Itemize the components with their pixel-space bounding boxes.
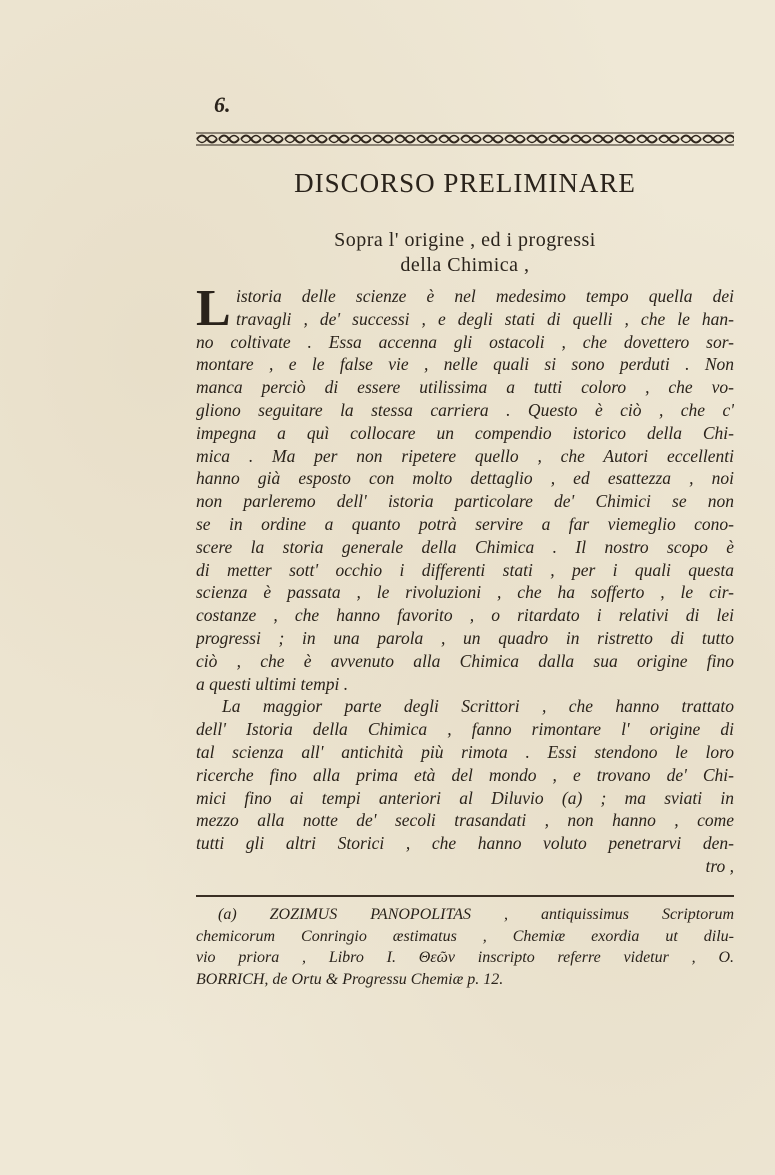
text-line: scere la storia generale della Chimica . Il nostro scopo è — [196, 536, 734, 557]
text-line: mici fino ai tempi anteriori al Diluvio (a) ; ma sviati in — [196, 787, 734, 808]
drop-cap: L — [196, 280, 231, 337]
text-line: montare , e le false vie , nelle quali si sono perduti . Non — [196, 354, 734, 375]
text-line: travagli , de' successi , e degli stati di quelli , che le han- — [236, 308, 734, 329]
text-line: mica . Ma per non ripetere quello , che Autori eccellenti — [196, 445, 734, 466]
subheading-line: della Chimica , — [400, 254, 530, 276]
text-line: costanze , che hanno favorito , o ritardato i relativi di lei — [196, 605, 734, 626]
text-line: La maggior parte degli Scrittori , che hanno trattato — [222, 696, 734, 717]
subheading-line: Sopra l' origine , ed i progressi — [334, 229, 596, 251]
text-line: scienza è passata , le rivoluzioni , che ha sofferto , le cir- — [196, 582, 734, 603]
text-line: istoria delle scienze è nel medesimo tempo quella dei — [236, 286, 734, 306]
text-line: mezzo alla notte de' secoli trasandati , non hanno , come — [196, 810, 734, 831]
text-line: a questi ultimi tempi . — [196, 673, 349, 694]
footnote-rule — [196, 895, 734, 897]
text-line: di metter sott' occhio i differenti stati , per i quali questa — [196, 559, 734, 580]
text-line: gliono seguitare la stessa carriera . Questo è ciò , che c' — [196, 399, 734, 420]
text-line: impegna a quì collocare un compendio istorico della Chi- — [196, 422, 734, 443]
footnote-line: chemicorum Conringio æstimatus , Chemiæ exordia ut dilu- — [196, 927, 734, 945]
text-line: se in ordine a quanto potrà servire a far viemeglio cono- — [196, 513, 734, 534]
text-line: dell' Istoria della Chimica , fanno rimontare l' origine di — [196, 719, 734, 740]
page-number: 6. — [214, 92, 231, 117]
text-line: hanno già esposto con molto dettaglio , ed esattezza , noi — [196, 468, 734, 489]
page-subheading — [196, 228, 734, 278]
body-text — [196, 280, 734, 878]
footnote-line: (a) ZOZIMUS PANOPOLITAS , antiquissimus Scriptorum — [218, 906, 734, 923]
catchword: tro , — [705, 855, 734, 876]
text-line: no coltivate . Essa accenna gli ostacoli , che dovettero sor- — [196, 331, 734, 352]
text-line: tutti gli altri Storici , che hanno voluto penetrarvi den- — [196, 833, 734, 854]
text-line: non parleremo dell' istoria particolare de' Chimici se non — [196, 491, 734, 512]
page-heading: DISCORSO PRELIMINARE — [294, 168, 636, 198]
footnote-line: BORRICH, de Ortu & Progressu Chemiæ p. 12. — [196, 970, 504, 988]
text-line: progressi ; in una parola , un quadro in ristretto di tutto — [196, 627, 734, 648]
footnotes — [196, 904, 734, 990]
footnote-line: vio priora , Libro I. Θεῶν inscripto referre videtur , O. — [196, 949, 734, 966]
text-line: ricerche fino alla prima età del mondo , e trovano de' Chi- — [196, 764, 734, 785]
text-line: tal scienza all' antichità più rimota . Essi stendono le loro — [196, 741, 734, 762]
text-line: manca perciò di essere utilissima a tutti coloro , che vo- — [196, 377, 734, 398]
text-line: ciò , che è avvenuto alla Chimica dalla sua origine fino — [196, 650, 734, 671]
ornamental-border — [196, 132, 734, 146]
